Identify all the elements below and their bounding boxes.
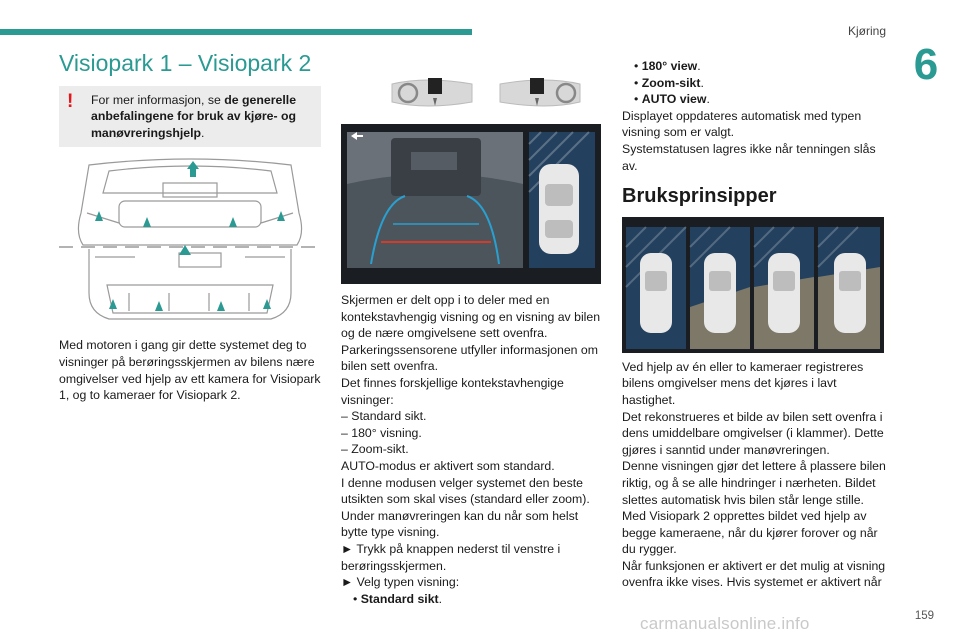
paragraph: AUTO-modus er aktivert som standard. — [341, 458, 555, 473]
paragraph: I denne modusen velger systemet den beste utsikten som skal vises (standard eller zoom). — [341, 475, 590, 507]
paragraph: Under manøvreringen kan du når som helst bytte type visning. — [341, 508, 579, 540]
paragraph: Skjermen er delt opp i to deler med en kontekstavhengig visning og en visning av bilen og de nære omgivelsene sett ovenfra. — [341, 293, 601, 341]
column-3 — [622, 58, 887, 591]
column-2-text — [341, 292, 606, 607]
notice-box — [59, 86, 321, 148]
paragraph: Med Visiopark 2 opprettes bildet ved hjelp av begge kameraene, når du kjører forover og når du rygger. — [622, 509, 878, 557]
steering-wheel-icons — [386, 70, 586, 116]
bullet-item: • Zoom-sikt. — [634, 75, 704, 90]
chapter-number: 6 — [913, 40, 939, 89]
column-1 — [59, 50, 321, 404]
paragraph: Systemstatusen lagres ikke når tenningen slås av. — [622, 141, 876, 173]
paragraph: Denne visningen gjør det lettere å plassere bilen riktig, og å se alle hindringer i nærheten. Bildet slettes automatisk hvis bilen står lenge stille. — [622, 459, 886, 507]
intro-paragraph: Med motoren i gang gir dette systemet deg to visninger på berøringsskjermen av bilens nære omgivelser ved hjelp av ett kamera for Visiopark 1, og to kameraer for Visiopark 2. — [59, 338, 321, 403]
section-heading: Bruksprinsipper — [622, 185, 777, 208]
page-title: Visiopark 1 – Visiopark 2 — [59, 50, 312, 76]
paragraph: Det rekonstrueres et bilde av bilen sett ovenfra i dens umiddelbare omgivelser (i klammer). Dette gjøres i sanntid under manøvreringen. — [622, 409, 884, 457]
list-item: – 180° visning. — [341, 425, 422, 440]
column-3-body — [622, 359, 887, 591]
car-camera-diagram — [59, 153, 321, 331]
paragraph: Det finnes forskjellige kontekstavhengige visninger: — [341, 375, 564, 407]
header-accent-bar — [0, 29, 472, 35]
warning-icon: ! — [67, 90, 74, 112]
notice-text: For mer informasjon, se de generelle anbefalingene for bruk av kjøre- og manøvreringshjelp. — [91, 92, 297, 140]
top-view-sequence-image — [622, 217, 884, 353]
paragraph: Parkeringssensorene utfyller informasjonen om bilen sett ovenfra. — [341, 342, 598, 374]
paragraph: Ved hjelp av én eller to kameraer registreres bilens omgivelser mens det kjøres i lavt hastighet. — [622, 359, 864, 407]
paragraph: Når funksjonen er aktivert er det mulig at visning ovenfra ikke vises. Hvis systemet er aktivert når — [622, 558, 886, 590]
section-label: Kjøring — [847, 24, 886, 38]
bullet-item: • AUTO view. — [634, 92, 710, 107]
camera-screen-image — [341, 124, 601, 284]
paragraph: Displayet oppdateres automatisk med typen visning som er valgt. — [622, 108, 862, 140]
bullet-item: • Standard sikt. — [353, 591, 443, 606]
list-item: – Zoom-sikt. — [341, 442, 409, 457]
watermark: carmanualsonline.info — [640, 614, 810, 633]
bullet-item: • 180° view. — [634, 59, 701, 73]
instruction-step: ► Trykk på knappen nederst til venstre i berøringsskjermen. — [341, 541, 561, 573]
instruction-step: ► Velg typen visning: — [341, 575, 460, 590]
list-item: – Standard sikt. — [341, 409, 427, 424]
column-2 — [341, 70, 606, 607]
page-number: 159 — [914, 610, 934, 622]
